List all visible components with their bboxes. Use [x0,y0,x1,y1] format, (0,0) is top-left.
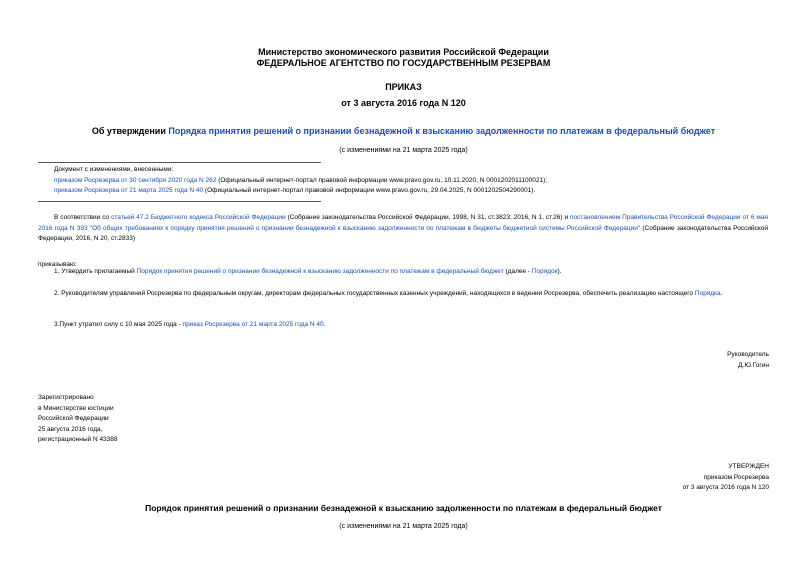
registration-line: Зарегистрировано [38,394,94,401]
registration-line: 25 августа 2016 года, [38,425,103,433]
change-link-262[interactable]: приказом Росрезерва от 30 сентября 2020 года N 262 [54,176,217,184]
change-item [54,186,774,197]
document-type: ПРИКАЗ [385,82,422,92]
point-3 [38,320,768,331]
point-text: 3.Пункт утратил силу с 10 мая 2025 года - [54,321,183,328]
point-text: (далее - [503,268,532,275]
change-source: (Официальный интернет-портал правовой информации www.pravo.gov.ru, 10.11.2020, N 0001202011100021); [216,176,548,184]
registration-line: в Министерстве юстиции [38,404,114,412]
repeal-order-link[interactable]: приказ Росрезерва от 21 марта 2025 года N 40 [182,321,324,328]
signer-title: Руководитель [727,351,769,358]
agency-name: ФЕДЕРАЛЬНОЕ АГЕНТСТВО ПО ГОСУДАРСТВЕННЫМ РЕЗЕРВАМ [256,58,551,68]
budget-code-link[interactable]: статьей 47.2 Бюджетного кодекса Российской Федерации [111,214,286,221]
approved-line: УТВЕРЖДЕН [728,463,769,470]
subject-procedure-link[interactable]: Порядка принятия решений о признании безнадежной к взысканию задолженности по платежам в федеральный бюджет [168,126,716,136]
subject-prefix: Об утверждении [91,126,169,136]
order-word: приказываю: [38,261,77,268]
point-text: 1. Утвердить прилагаемый [54,268,137,275]
basis-text: В соответствии со [54,214,112,221]
procedure-short-link[interactable]: Порядок [531,268,558,275]
procedure-edition-note: (с изменениями на 21 марта 2025 года) [339,523,468,530]
registration-line: Российской Федерации [38,415,109,422]
basis-text: (Собрание законодательства Российской Федерации, 2016, N 20, ст.2833) [38,224,768,242]
changes-divider-top [38,162,321,163]
changes-divider-bottom [38,201,321,202]
changes-block [54,165,774,197]
registration-line: регистрационный N 43388 [38,436,118,443]
point-2 [38,289,768,300]
document-date-number: от 3 августа 2016 года N 120 [341,98,466,108]
point-1 [38,267,768,278]
procedure-title: Порядок принятия решений о признании безнадежной к взысканию задолженности по платежам в федеральный бюджет [145,503,662,513]
approved-line: приказом Росрезерва [703,473,769,481]
procedure-link[interactable]: Порядок принятия решений о признании безнадежной к взысканию задолженности по платежам в федеральный бюджет [136,268,504,275]
point-text: . [720,290,723,297]
procedure-genitive-link[interactable]: Порядка [694,290,721,297]
change-source: (Официальный интернет-портал правовой информации www.pravo.gov.ru, 29.04.2025, N 0001202504290001). [203,187,536,194]
point-text: 2. Руководителям управлений Росрезерва по федеральным округам, директорам федеральных государственных казенных учреждений, находящихся в ведении Росрезерва, обеспечить реализацию настоящего [54,290,695,297]
signer-block [727,350,769,371]
change-link-40[interactable]: приказом Росрезерва от 21 марта 2025 года N 40 [54,187,204,194]
approved-block [683,462,769,494]
registration-block [38,393,118,446]
government-decree-link[interactable]: постановлением Правительства Российской Федерации от 6 мая 2016 года N 393 "Об общих требованиях к порядку принятия решений о признании безнадежной к взысканию задолженности по платежам в бюджеты бюджетной системы Российской Федерации" [38,214,768,232]
change-item [54,176,774,187]
changes-intro: Документ с изменениями, внесенными: [54,166,174,173]
basis-paragraph [38,213,768,245]
document-subject [0,126,807,136]
issuer-header [0,47,807,69]
point-text: ). [557,268,562,275]
edition-note: (с изменениями на 21 марта 2025 года) [339,147,468,154]
ministry-name: Министерство экономического развития Российской Федерации [258,47,549,57]
basis-text: (Собрание законодательства Российской Федерации, 1998, N 31, ст.3823; 2016, N 1, ст.26) и [285,214,571,221]
approved-line: от 3 августа 2016 года N 120 [682,484,769,491]
signer-name: Д.Ю.Гогин [738,361,769,369]
point-text: . [323,321,326,328]
